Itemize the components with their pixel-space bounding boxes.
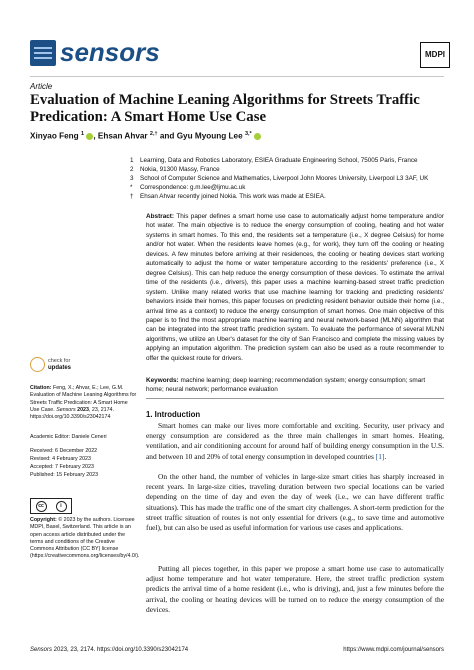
check-updates-label: updates: [48, 365, 72, 371]
affiliation-mark: 1: [130, 157, 134, 164]
check-updates-icon: [30, 357, 45, 372]
paragraph-end: .: [384, 451, 387, 461]
paragraph-text: Putting all pieces together, in this paper we propose a smart home use case to automatically adjust home temperature and hot water temperature. Here, the street traffic prediction system predicts the arrival time of a home resident (i.e., who is driving), and, just a few minutes before the arrival, the cooling or heating devices will be turned on to reduce the energy consumption of the devices.: [146, 564, 444, 614]
footer-citation: [30, 647, 188, 653]
affiliation-text: Ehsan Ahvar recently joined Nokia. This work was made at ESIEA.: [140, 193, 326, 200]
author-affiliation-mark: 2,†: [149, 131, 158, 137]
orcid-icon[interactable]: [254, 133, 261, 140]
affiliation-text: School of Computer Science and Mathematics, Liverpool John Moores University, Liverpool L3 3AF, UK: [140, 175, 429, 182]
citation: [30, 385, 138, 421]
citation-journal: Sensors: [56, 406, 76, 413]
copyright-label: Copyright:: [30, 517, 57, 523]
author-affiliation-mark: 3,*: [244, 131, 252, 137]
author-list: Xinyao Feng $^1$ , Ehsan Ahvar $^{2,\dagger}$ and Gyu Myoung Lee $^{3,*}$: [30, 131, 261, 141]
affiliation: [130, 175, 428, 183]
keywords-divider: [146, 398, 444, 399]
academic-editor: Academic Editor: Daniele Ceneri: [30, 434, 107, 440]
affiliation: [130, 166, 220, 174]
journal-name: sensors: [60, 37, 160, 67]
footer-journal: Sensors: [30, 647, 53, 653]
keywords: [146, 376, 444, 395]
copyright-text: © 2023 by the authors. Licensee MDPI, Basel, Switzerland. This article is an open access article distributed under the terms and conditions of the Creative Commons Attribution (CC BY) license (https://creativecommons.org/licenses/by/4.0/).: [30, 517, 140, 560]
publisher-logo: MDPI: [420, 42, 450, 68]
check-updates-label: check for: [48, 358, 71, 364]
article-type: Article: [30, 82, 53, 91]
revised-date: Revised: 4 February 2023: [30, 456, 91, 462]
keywords-text: machine learning; deep learning; recommendation system; energy consumption; smart home; neural network; performance evaluation: [146, 377, 426, 394]
citation-year: 2023: [77, 406, 89, 413]
footer-doi[interactable]: 2023, 23, 2174. https://doi.org/10.3390/s23042174: [52, 647, 189, 653]
body-paragraph: [146, 472, 444, 533]
abstract-text: This paper defines a smart home use case to automatically adjust home temperature and/or hot water. The main objective is to reduce the energy consumption of cooling, heating and hot water systems in smart homes. To this end, the residents set a temperature (i.e., X degree Celsius) for home and/or hot water. When the residents leave homes (e.g., for work), they turn off the cooling or heating devices. A few minutes before arriving at their residences, the cooling or heating devices start working automatically to adjust the home or water temperature according to the residents' preference (i.e., X degree Celsius). This can help reduce the energy consumption of these devices. To estimate the arrival time of the residents (i.e., drivers), this paper uses a machine learning-based street traffic prediction system. Unlike many related works that use machine learning for tracking and predicting residents' behaviors inside their homes, this paper focuses on predicting resident behavior outside their home (i.e., arrival time as a context) to reduce the energy consumption of smart homes. One main objective of this paper is to find the most appropriate machine learning and neural network-based (MLNN) algorithm that can be integrated into the street traffic prediction system. To evaluate the performance of several MLNN algorithms, we utilize an Uber's dataset for the city of San Francisco and complete the missing values by applying an imputation algorithm. The prediction system can also be used as a route recommender to offer the quickest route for drivers.: [146, 213, 444, 362]
paragraph-text: Smart homes can make our lives more comfortable and exciting. Security, user privacy and energy consumption are considered as the three main challenges in smart homes. Heating, ventilation, and air conditioning account for around half of building energy consumption in the U.S. and between 10 and 20% of total energy consumption in developed countries: [146, 421, 444, 461]
citation-label: Citation:: [30, 385, 52, 391]
footer-journal-url[interactable]: https://www.mdpi.com/journal/sensors: [343, 647, 444, 653]
author-note: [130, 193, 326, 201]
section-heading: 1. Introduction: [146, 410, 201, 419]
keywords-label: Keywords:: [146, 377, 179, 384]
affiliation-text: Learning, Data and Robotics Laboratory, ESIEA Graduate Engineering School, 75005 Paris, France: [140, 157, 418, 164]
accepted-date: Accepted: 7 February 2023: [30, 464, 94, 470]
abstract: [146, 212, 444, 363]
correspondence: [130, 184, 245, 192]
affiliation-mark: 2: [130, 166, 134, 173]
by-person-icon: i: [56, 501, 67, 512]
copyright: [30, 517, 138, 561]
author-name: Ehsan Ahvar: [97, 131, 148, 141]
affiliation-mark: *: [130, 184, 133, 191]
citation-link[interactable]: [1]: [375, 451, 385, 461]
author-name: Gyu Myoung Lee: [176, 131, 243, 141]
article-title: Evaluation of Machine Leaning Algorithms for Streets Traffic Predication: A Smart Home Use Case: [30, 92, 420, 125]
paragraph-text: On the other hand, the number of vehicles in large-size smart cities has sharply increased in recent years. In large-size cities, traveling duration between two special locations can be varied depending on the time of day and even the day of week (i.e., we can have different traffic situations). This has made the traffic one of the smart city challenges. A short-term prediction for the street traffic situation of routes is not only essential for drivers (e.g., to save time and automotive fuel), but can also be used as useful information for various use cases and applications.: [146, 472, 444, 533]
received-date: Received: 6 December 2022: [30, 448, 98, 454]
body-paragraph: [146, 564, 444, 615]
body-paragraph: [146, 421, 444, 462]
orcid-icon[interactable]: [86, 133, 93, 140]
affiliation: [130, 157, 417, 165]
abstract-label: Abstract:: [146, 213, 175, 220]
cc-icon: cc: [36, 501, 47, 512]
cc-license-badge[interactable]: [30, 498, 72, 514]
header-divider: [30, 76, 444, 77]
published-date: Published: 15 February 2023: [30, 472, 99, 478]
affiliation-mark: 3: [130, 175, 134, 182]
affiliation-text: Nokia, 91300 Massy, France: [140, 166, 220, 173]
affiliation-text[interactable]: Correspondence: g.m.lee@ljmu.ac.uk: [140, 184, 246, 191]
author-name: Xinyao Feng: [30, 131, 79, 141]
citation-text: Feng, X.; Ahvar, E.; Lee, G.M. Evaluation of Machine Leaning Algorithms for Streets Traffic Predication: A Smart Home Use Case.: [30, 385, 137, 413]
author-affiliation-mark: 1: [80, 131, 85, 137]
journal-logo-icon: [30, 40, 56, 66]
affiliation-mark: †: [130, 193, 134, 200]
citation-doi[interactable]: , 23, 2174. https://doi.org/10.3390/s23042174: [30, 406, 114, 421]
